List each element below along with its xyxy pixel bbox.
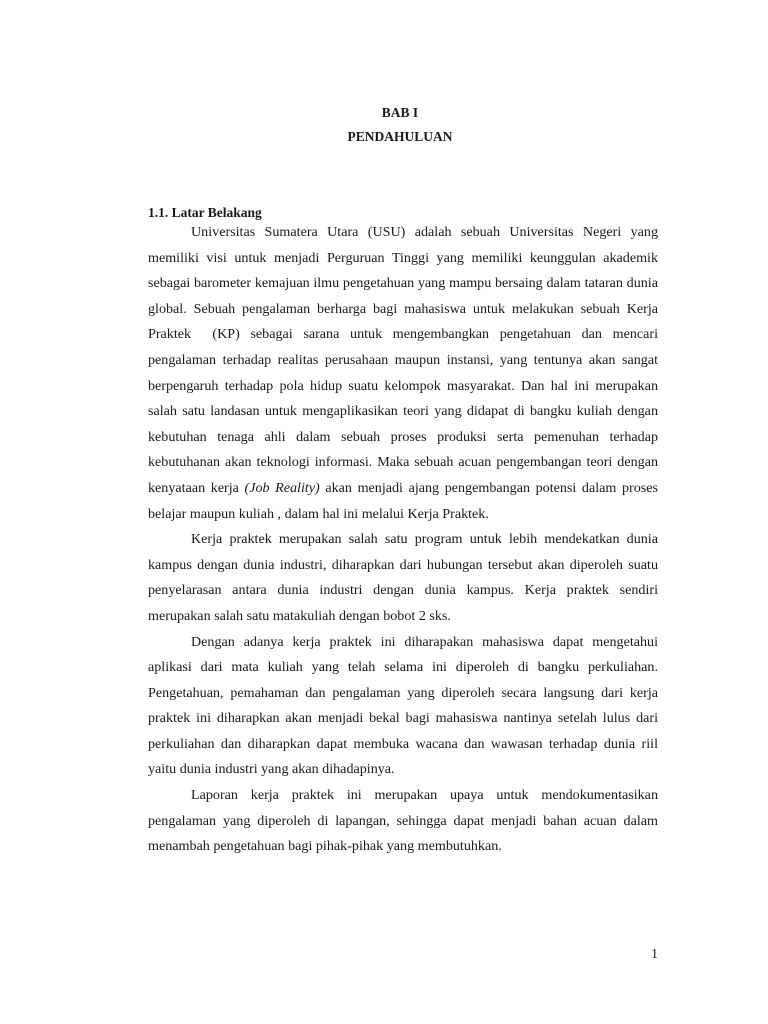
section-heading: 1.1. Latar Belakang: [148, 205, 262, 220]
chapter-title: PENDAHULUAN: [347, 129, 453, 144]
page-number: 1: [651, 947, 658, 962]
body-text: [148, 220, 658, 860]
chapter-label: BAB I: [381, 105, 419, 120]
emphasized-term: (Job Reality): [244, 479, 320, 496]
paragraph: [148, 220, 658, 527]
paragraph-text: akan menjadi ajang pengembangan potensi dalam proses belajar maupun kuliah , dalam hal ini melalui Kerja Praktek.: [148, 479, 658, 522]
paragraph: Dengan adanya kerja praktek ini diharapakan mahasiswa dapat mengetahui aplikasi dari mata kuliah yang telah selama ini diperoleh di bangku perkuliahan. Pengetahuan, pemahaman dan pengalaman yang diperoleh secara langsung dari kerja praktek ini diharapkan akan menjadi bekal bagi mahasiswa nantinya setelah lulus dari perkuliahan dan diharapkan dapat membuka wacana dan wawasan terhadap dunia riil yaitu dunia industri yang akan dihadapinya.: [148, 633, 658, 778]
paragraph: Kerja praktek merupakan salah satu program untuk lebih mendekatkan dunia kampus dengan dunia industri, diharapkan dari hubungan tersebut akan diperoleh suatu penyelarasan antara dunia industri dengan dunia kampus. Kerja praktek sendiri merupakan salah satu matakuliah dengan bobot 2 sks.: [148, 531, 658, 624]
paragraph-text: Universitas Sumatera Utara (USU) adalah sebuah Universitas Negeri yang memiliki visi untuk menjadi Perguruan Tinggi yang memiliki keunggulan akademik sebagai barometer kemajuan ilmu pengetahuan yang mampu bersaing dalam tataran dunia global. Sebuah pengalaman berharga bagi mahasiswa untuk melakukan sebuah Kerja Praktek (KP) sebagai sarana untuk mengembangkan pengetahuan dan mencari pengalaman terhadap realitas perusahaan maupun instansi, yang tentunya akan sangat berpengaruh terhadap pola hidup suatu kelompok masyarakat. Dan hal ini merupakan salah satu landasan untuk mengaplikasikan teori yang didapat di bangku kuliah dengan kebutuhan tenaga ahli dalam sebuah proses produksi serta pemenuhan terhadap kebutuhanan akan teknologi informasi. Maka sebuah acuan pengembangan teori dengan kenyataan kerja: [148, 224, 658, 496]
paragraph: Laporan kerja praktek ini merupakan upaya untuk mendokumentasikan pengalaman yang diperoleh di lapangan, sehingga dapat menjadi bahan acuan dalam menambah pengetahuan bagi pihak-pihak yang membutuhkan.: [148, 787, 658, 855]
